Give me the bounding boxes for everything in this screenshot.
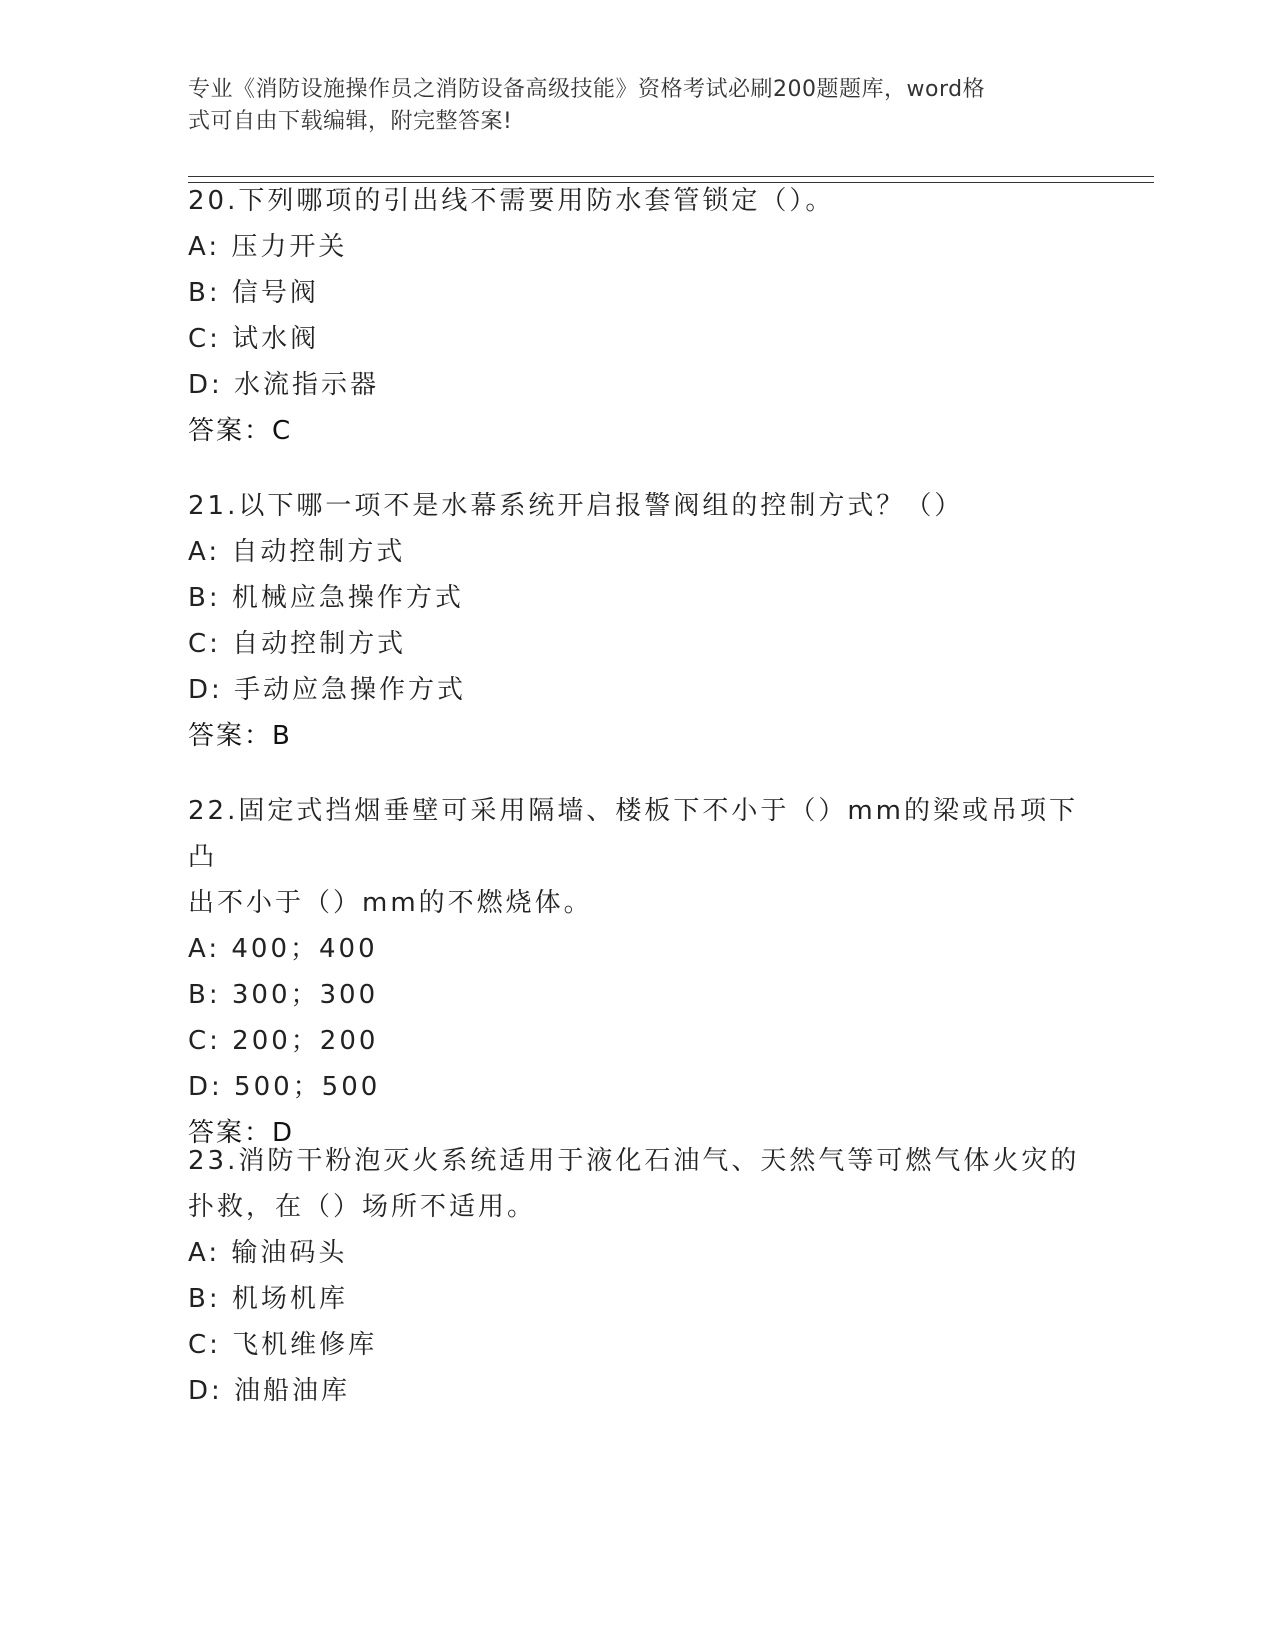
header-divider-top — [188, 176, 1154, 177]
option-b: B: 机械应急操作方式 — [188, 583, 464, 613]
option-c: C: 200；200 — [188, 1026, 379, 1056]
option-a: A: 压力开关 — [188, 232, 348, 262]
option-b: B: 300；300 — [188, 980, 379, 1010]
header-line-2: 式可自由下载编辑，附完整答案! — [188, 109, 513, 134]
question-20 — [188, 178, 1088, 454]
answer-line — [188, 408, 1088, 454]
answer-label: 答案： — [188, 1118, 273, 1148]
answer-value: D — [272, 1118, 293, 1148]
option-a: A: 输油码头 — [188, 1238, 348, 1268]
header-line-1: 专业《消防设施操作员之消防设备高级技能》资格考试必刷200题题库，word格 — [188, 77, 986, 102]
option-d: D: 油船油库 — [188, 1376, 351, 1406]
question-22 — [188, 788, 1088, 1156]
question-stem-line-1: 23.消防干粉泡灭火系统适用于液化石油气、天然气等可燃气体火灾的 — [188, 1146, 1080, 1176]
question-stem-line-1: 22.固定式挡烟垂壁可采用隔墙、楼板下不小于（）mm的梁或吊项下凸 — [188, 796, 1079, 872]
answer-line — [188, 713, 1088, 759]
answer-label: 答案： — [188, 416, 273, 446]
document-header — [188, 74, 1068, 138]
option-c: C: 试水阀 — [188, 324, 320, 354]
answer-value: B — [272, 721, 290, 751]
answer-label: 答案： — [188, 721, 273, 751]
option-a: A: 400；400 — [188, 934, 378, 964]
option-d: D: 手动应急操作方式 — [188, 675, 467, 705]
option-d: D: 500；500 — [188, 1072, 381, 1102]
option-c: C: 飞机维修库 — [188, 1330, 378, 1360]
question-21 — [188, 483, 1088, 759]
option-a: A: 自动控制方式 — [188, 537, 406, 567]
option-b: B: 机场机库 — [188, 1284, 348, 1314]
question-stem: 20.下列哪项的引出线不需要用防水套管锁定（）。 — [188, 186, 835, 216]
option-d: D: 水流指示器 — [188, 370, 380, 400]
question-stem-line-2: 扑救，在（）场所不适用。 — [188, 1192, 537, 1222]
answer-value: C — [272, 416, 291, 446]
question-stem-line-2: 出不小于（）mm的不燃烧体。 — [188, 888, 593, 918]
question-stem: 21.以下哪一项不是水幕系统开启报警阀组的控制方式？（） — [188, 491, 964, 521]
option-b: B: 信号阀 — [188, 278, 319, 308]
question-23 — [188, 1138, 1088, 1414]
option-c: C: 自动控制方式 — [188, 629, 407, 659]
